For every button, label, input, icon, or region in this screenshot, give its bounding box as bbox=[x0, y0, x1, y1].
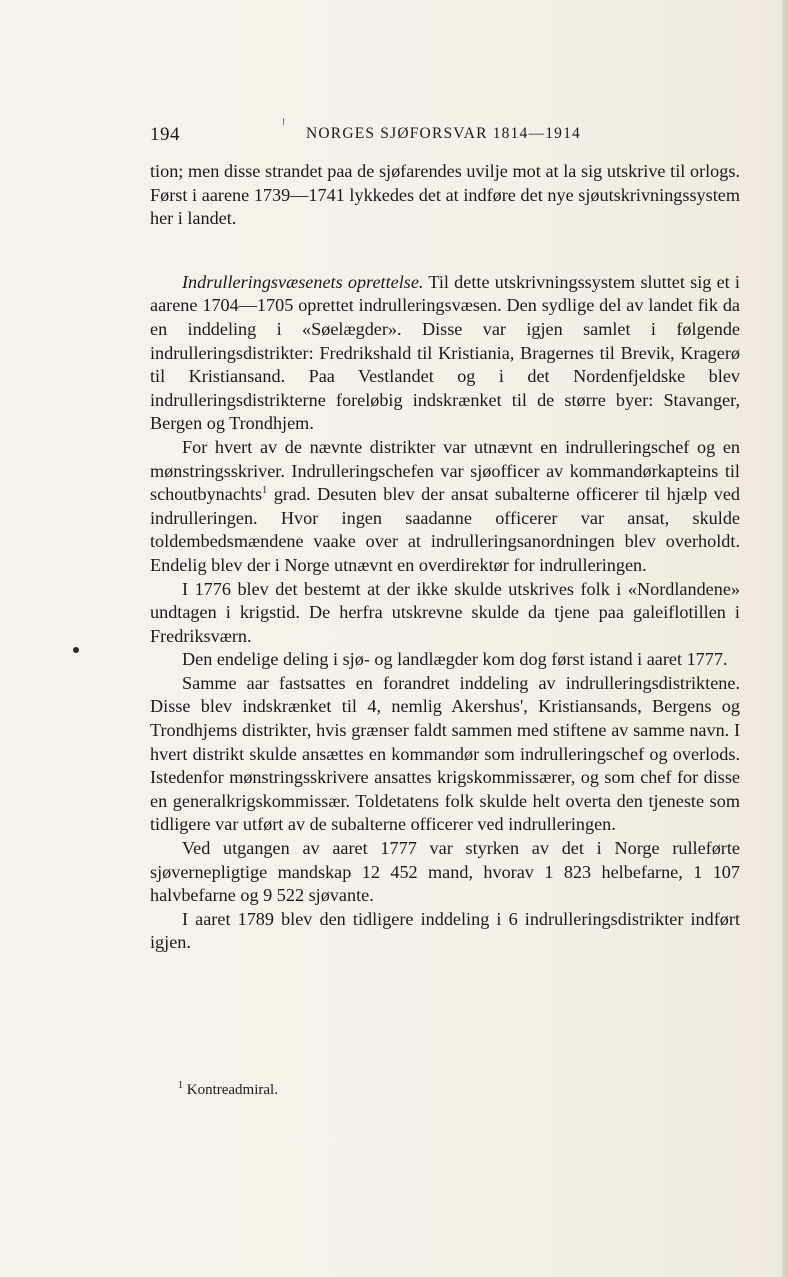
section-paragraph bbox=[150, 271, 740, 436]
paragraph-continuation: tion; men disse strandet paa de sjøfarendes uvilje mot at la sig utskrive til orlogs. Først i aarene 1739—1741 lykkedes det at indføre det nye sjøutskrivningssystem her i landet. bbox=[150, 161, 740, 229]
body-text bbox=[150, 160, 740, 955]
page-edge bbox=[782, 0, 788, 1277]
ink-speck bbox=[73, 647, 79, 653]
paragraph: I aaret 1789 blev den tidligere inddeling i 6 indrulleringsdistrikter indført igjen. bbox=[150, 908, 740, 953]
paragraph-text: For hvert av de nævnte distrikter var utnævnt en indrulleringschef og en mønstringsskriver. Indrulleringschefen var sjøofficer av kommandørkapteins til schoutbynachts bbox=[150, 436, 740, 505]
paragraph: Den endelige deling i sjø- og landlægder kom dog først istand i aaret 1777. bbox=[182, 649, 728, 670]
paragraph: Samme aar fastsattes en forandret inddeling av indrulleringsdistriktene. Disse blev indskrænket til 4, nemlig Akershus', Kristiansands, Bergens og Trondhjems distrikter, hvis grænser faldt sammen med stiftene av samme navn. I hvert distrikt skulde ansættes en kommandør som indrulleringschef og overlods. Istedenfor mønstringsskrivere ansattes krigskommissærer, og som chef for disse en generalkrigskommissær. Toldetatens folk skulde helt overta den tjeneste som tidligere var utført av de subalterne officerer ved indrulleringen. bbox=[150, 672, 740, 835]
paragraph bbox=[150, 436, 740, 578]
footnote-marker: 1 bbox=[178, 1080, 183, 1091]
paragraph: I 1776 blev det bestemt at der ikke skulde utskrives folk i «Nordlandene» undtagen i krigstid. De herfra utskrevne skulde da tjene paa galeiflotillen i Fredriksværn. bbox=[150, 578, 740, 646]
footnote bbox=[178, 1082, 278, 1099]
running-head: NORGES SJØFORSVAR 1814—1914 bbox=[306, 125, 582, 142]
section-title: Indrulleringsvæsenets oprettelse. bbox=[182, 271, 424, 292]
section-paragraph-text: Til dette utskrivningssystem sluttet sig et i aarene 1704—1705 oprettet indrulleringsvæsen. Den sydlige del av landet fik da en inddeling i «Søelægder». Disse var igjen samlet i følgende indrulleringsdistrikter: Fredrikshald til Kristiania, Bragernes til Brevik, Kragerø til Kristiansand. Paa Vestlandet og i det Nordenfjeldske blev indrulleringsdistrikterne foreløbig indskrænket til de større byer: Stavanger, Bergen og Trondhjem. bbox=[150, 271, 740, 434]
page-number: 194 bbox=[150, 124, 180, 145]
footnote-reference: 1 bbox=[262, 485, 268, 497]
paragraph-text: grad. Desuten blev der ansat subalterne officerer til hjælp ved indrulleringen. Hvor ingen saadanne officerer var ansat, skulde toldembedsmændene vaake over at indrulleringsanordningen blev overholdt. Endelig blev der i Norge utnævnt en overdirektør for indrulleringen. bbox=[150, 484, 740, 575]
paragraph: Ved utgangen av aaret 1777 var styrken av det i Norge rulleførte sjøvernepligtige mandskap 12 452 mand, hvorav 1 823 helbefarne, 1 107 halvbefarne og 9 522 sjøvante. bbox=[150, 838, 740, 906]
footnote-text: Kontreadmiral. bbox=[186, 1082, 278, 1098]
page-header bbox=[150, 124, 740, 148]
